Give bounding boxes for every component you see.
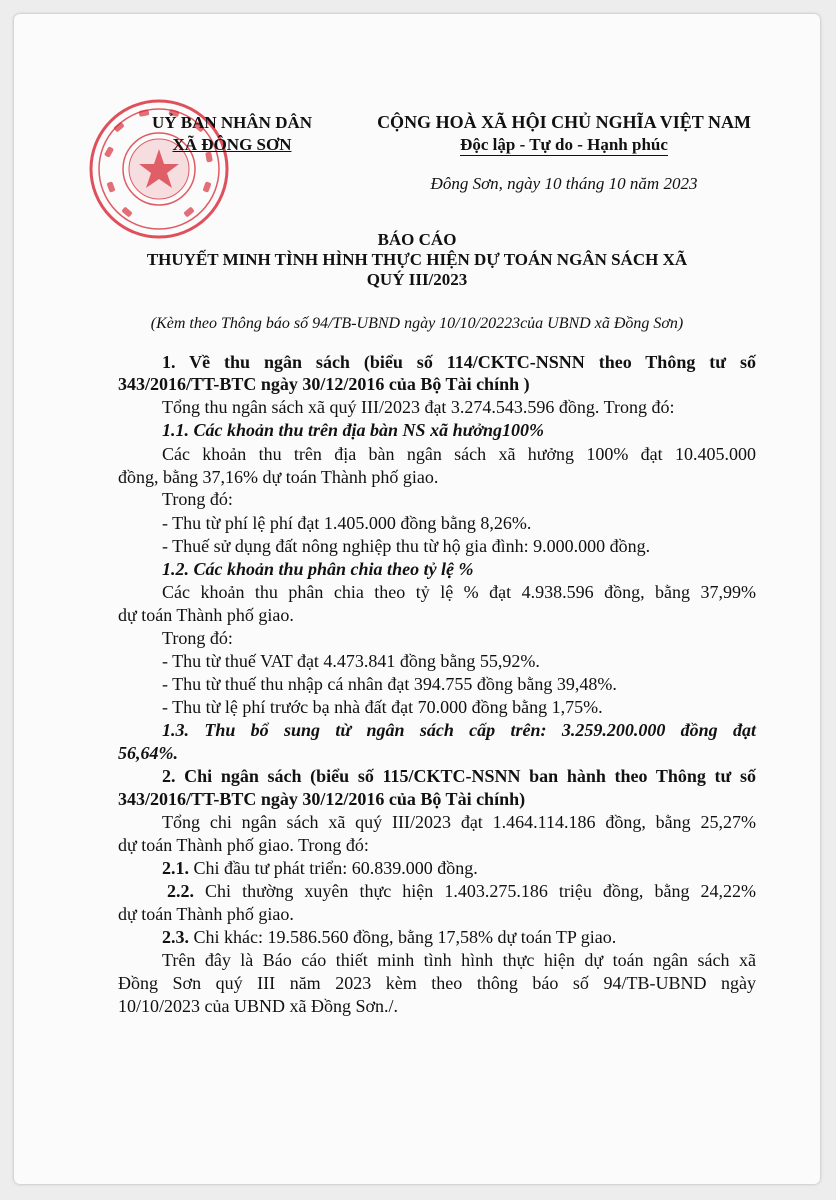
s23-number: 2.3. [162, 927, 189, 947]
title-line-1: BÁO CÁO [377, 230, 457, 249]
s11-heading: 1.1. Các khoản thu trên địa bàn NS xã hưởng100% [162, 420, 545, 440]
s2-heading-b: 343/2016/TT-BTC ngày 30/12/2016 của Bộ Tài chính) [118, 789, 526, 809]
s22-text-b: dự toán Thành phố giao. [118, 904, 294, 924]
s23-line [162, 927, 616, 948]
org-line-2: XÃ ĐÔNG SƠN [172, 135, 292, 154]
closing-c: 10/10/2023 của UBND xã Đồng Sơn./. [118, 996, 399, 1016]
s12-text-b: dự toán Thành phố giao. [118, 605, 294, 625]
title-line-3: QUÝ III/2023 [366, 270, 468, 289]
attachment-note: (Kèm theo Thông báo số 94/TB-UBND ngày 10/10/20223của UBND xã Đồng Sơn) [150, 315, 684, 332]
document-page [14, 14, 820, 1184]
s12-item-3: - Thu từ lệ phí trước bạ nhà đất đạt 70.000 đồng bằng 1,75%. [162, 697, 603, 717]
s21-line [162, 858, 478, 879]
s12-item-2: - Thu từ thuế thu nhập cá nhân đạt 394.755 đồng bằng 39,48%. [162, 674, 617, 694]
s22-text-a: Chi thường xuyên thực hiện 1.403.275.186 triệu đồng, bằng 24,22% [194, 881, 756, 901]
s11-item-1: - Thu từ phí lệ phí đạt 1.405.000 đồng bằng 8,26%. [162, 513, 532, 533]
s12-text-a: Các khoản thu phân chia theo tỷ lệ % đạt 4.938.596 đồng, bằng 37,99% [162, 582, 756, 602]
s22-number: 2.2. [167, 881, 194, 901]
s1-heading-a: 1. Về thu ngân sách (biểu số 114/CKTC-NSNN theo Thông tư số [162, 352, 756, 372]
closing-a: Trên đây là Báo cáo thiết minh tình hình thực hiện dự toán ngân sách xã [162, 950, 756, 970]
s12-item-1: - Thu từ thuế VAT đạt 4.473.841 đồng bằng 55,92%. [162, 651, 540, 671]
s21-number: 2.1. [162, 858, 189, 878]
s13-heading-a: 1.3. Thu bổ sung từ ngân sách cấp trên: 3.259.200.000 đồng đạt [162, 720, 756, 740]
s2-heading-a: 2. Chi ngân sách (biểu số 115/CKTC-NSNN ban hành theo Thông tư số [162, 766, 756, 786]
s21-text: Chi đầu tư phát triển: 60.839.000 đồng. [189, 858, 478, 878]
s1-heading-b: 343/2016/TT-BTC ngày 30/12/2016 của Bộ Tài chính ) [118, 374, 530, 394]
org-line-1: UỶ BAN NHÂN DÂN [151, 113, 313, 132]
s11-in: Trong đó: [162, 489, 233, 509]
s12-in: Trong đó: [162, 628, 233, 648]
s11-text-a: Các khoản thu trên địa bàn ngân sách xã hưởng 100% đạt 10.405.000 [162, 444, 756, 464]
s13-heading-b: 56,64%. [118, 743, 178, 763]
closing-b: Đồng Sơn quý III năm 2023 kèm theo thông báo số 94/TB-UBND ngày [118, 973, 756, 993]
national-header [364, 110, 764, 156]
s1-total: Tổng thu ngân sách xã quý III/2023 đạt 3.274.543.596 đồng. Trong đó: [162, 397, 675, 417]
s11-text-b: đồng, bằng 37,16% dự toán Thành phố giao. [118, 467, 439, 487]
document-title [14, 230, 820, 290]
s11-item-2: - Thuế sử dụng đất nông nghiệp thu từ hộ gia đình: 9.000.000 đồng. [162, 536, 651, 556]
nation-name: CỘNG HOÀ XÃ HỘI CHỦ NGHĨA VIỆT NAM [377, 112, 751, 132]
s22-line-a [167, 881, 756, 902]
issuing-organization [132, 112, 332, 156]
s2-total-a: Tổng chi ngân sách xã quý III/2023 đạt 1.464.114.186 đồng, bằng 25,27% [162, 812, 756, 832]
national-motto: Độc lập - Tự do - Hạnh phúc [460, 135, 668, 154]
s23-text: Chi khác: 19.586.560 đồng, bằng 17,58% dự toán TP giao. [189, 927, 617, 947]
s2-total-b: dự toán Thành phố giao. Trong đó: [118, 835, 369, 855]
document-date: Đông Sơn, ngày 10 tháng 10 năm 2023 [430, 174, 698, 193]
title-line-2: THUYẾT MINH TÌNH HÌNH THỰC HIỆN DỰ TOÁN NGÂN SÁCH XÃ [146, 250, 688, 269]
s12-heading: 1.2. Các khoản thu phân chia theo tỷ lệ % [162, 559, 474, 579]
